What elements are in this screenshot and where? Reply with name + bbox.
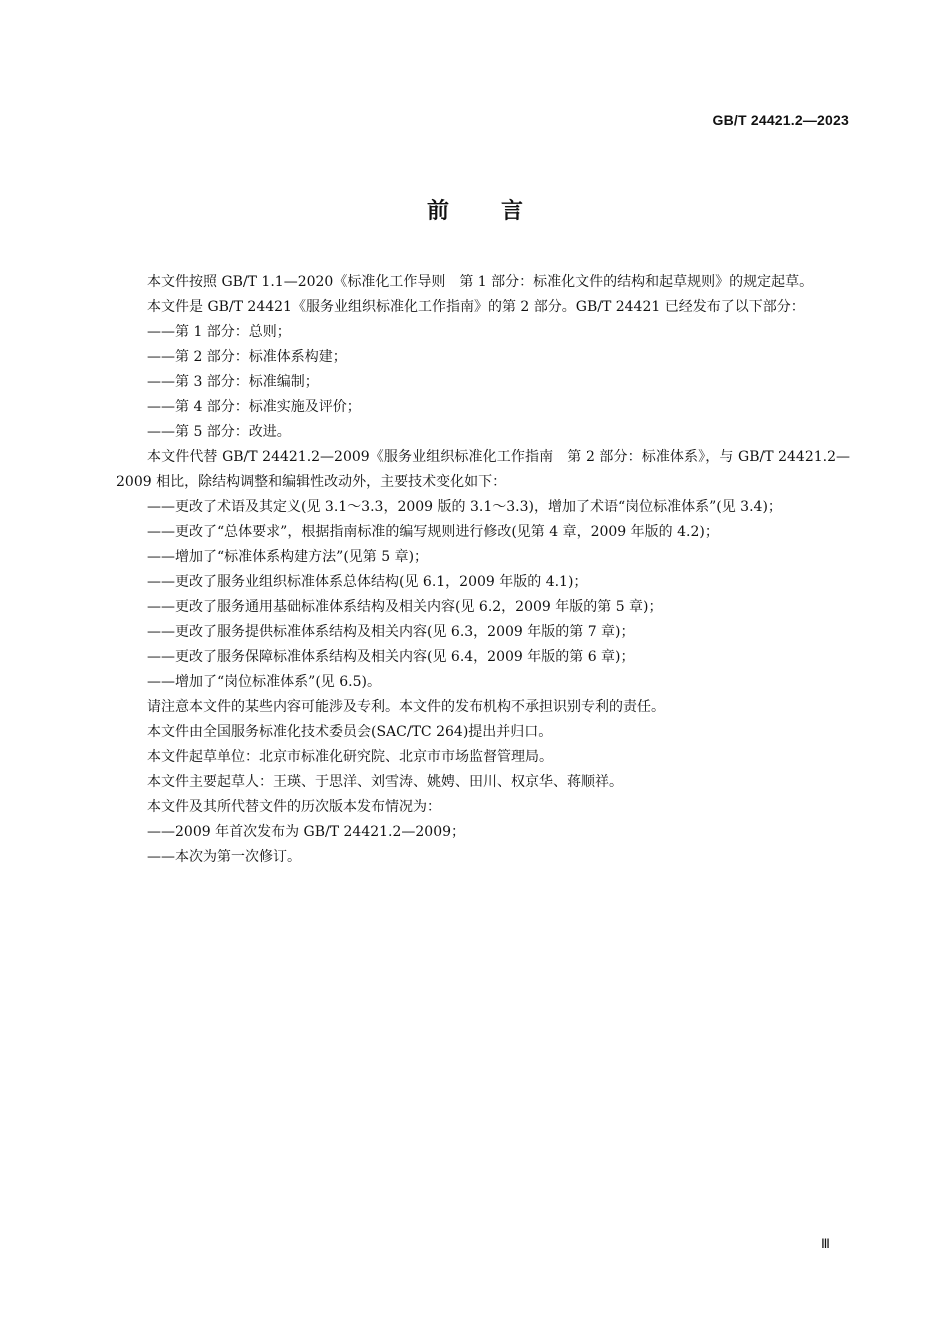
list-item-part: ——第 1 部分：总则；	[147, 324, 291, 340]
list-item-part: ——第 2 部分：标准体系构建；	[147, 349, 347, 365]
list-item-change: ——更改了服务提供标准体系结构及相关内容(见 6.3，2009 年版的第 7 章)；	[147, 624, 635, 640]
list-item-change: ——更改了服务通用基础标准体系结构及相关内容(见 6.2，2009 年版的第 5 章)；	[147, 599, 663, 615]
paragraph-series-intro: 本文件是 GB/T 24421《服务业组织标准化工作指南》的第 2 部分。GB/T 24421 已经发布了以下部分：	[147, 299, 805, 315]
title-char-2: 言	[501, 199, 524, 224]
list-item-history: ——本次为第一次修订。	[147, 849, 301, 865]
list-item-part: ——第 3 部分：标准编制；	[147, 374, 319, 390]
paragraph-replaces: 本文件代替 GB/T 24421.2—2009《服务业组织标准化工作指南 第 2 部分：标准体系》，与 GB/T 24421.2—2009 相比，除结构调整和编辑性改动外，主要技术变化如下：	[116, 449, 850, 490]
title-char-1: 前	[426, 199, 449, 224]
list-item-history: ——2009 年首次发布为 GB/T 24421.2—2009；	[147, 824, 466, 840]
paragraph-proposer: 本文件由全国服务标准化技术委员会(SAC/TC 264)提出并归口。	[147, 724, 553, 740]
list-item-change: ——更改了服务业组织标准体系总体结构(见 6.1，2009 年版的 4.1)；	[147, 574, 588, 590]
document-number: GB/T 24421.2—2023	[712, 112, 849, 128]
list-item-part: ——第 4 部分：标准实施及评价；	[147, 399, 361, 415]
list-item-part: ——第 5 部分：改进。	[147, 424, 291, 440]
paragraph-drafting-units: 本文件起草单位：北京市标准化研究院、北京市市场监督管理局。	[147, 749, 553, 765]
list-item-change: ——增加了“标准体系构建方法”(见第 5 章)；	[147, 549, 429, 565]
paragraph-drafters: 本文件主要起草人：王瑛、于思洋、刘雪涛、姚娉、田川、权京华、蒋顺祥。	[147, 774, 623, 790]
page-number: Ⅲ	[821, 1236, 830, 1251]
page-title	[0, 194, 950, 225]
list-item-change: ——更改了服务保障标准体系结构及相关内容(见 6.4，2009 年版的第 6 章)；	[147, 649, 635, 665]
foreword-body	[116, 270, 850, 870]
list-item-change: ——更改了“总体要求”，根据指南标准的编写规则进行修改(见第 4 章，2009 年版的 4.2)；	[147, 524, 719, 540]
paragraph-patent-notice: 请注意本文件的某些内容可能涉及专利。本文件的发布机构不承担识别专利的责任。	[147, 699, 665, 715]
list-item-change: ——增加了“岗位标准体系”(见 6.5)。	[147, 674, 381, 690]
paragraph-drafting-rules: 本文件按照 GB/T 1.1—2020《标准化工作导则 第 1 部分：标准化文件的结构和起草规则》的规定起草。	[147, 274, 814, 290]
paragraph-history-intro: 本文件及其所代替文件的历次版本发布情况为：	[147, 799, 441, 815]
list-item-change: ——更改了术语及其定义(见 3.1～3.3，2009 版的 3.1～3.3)，增加了术语“岗位标准体系”(见 3.4)；	[147, 499, 782, 515]
